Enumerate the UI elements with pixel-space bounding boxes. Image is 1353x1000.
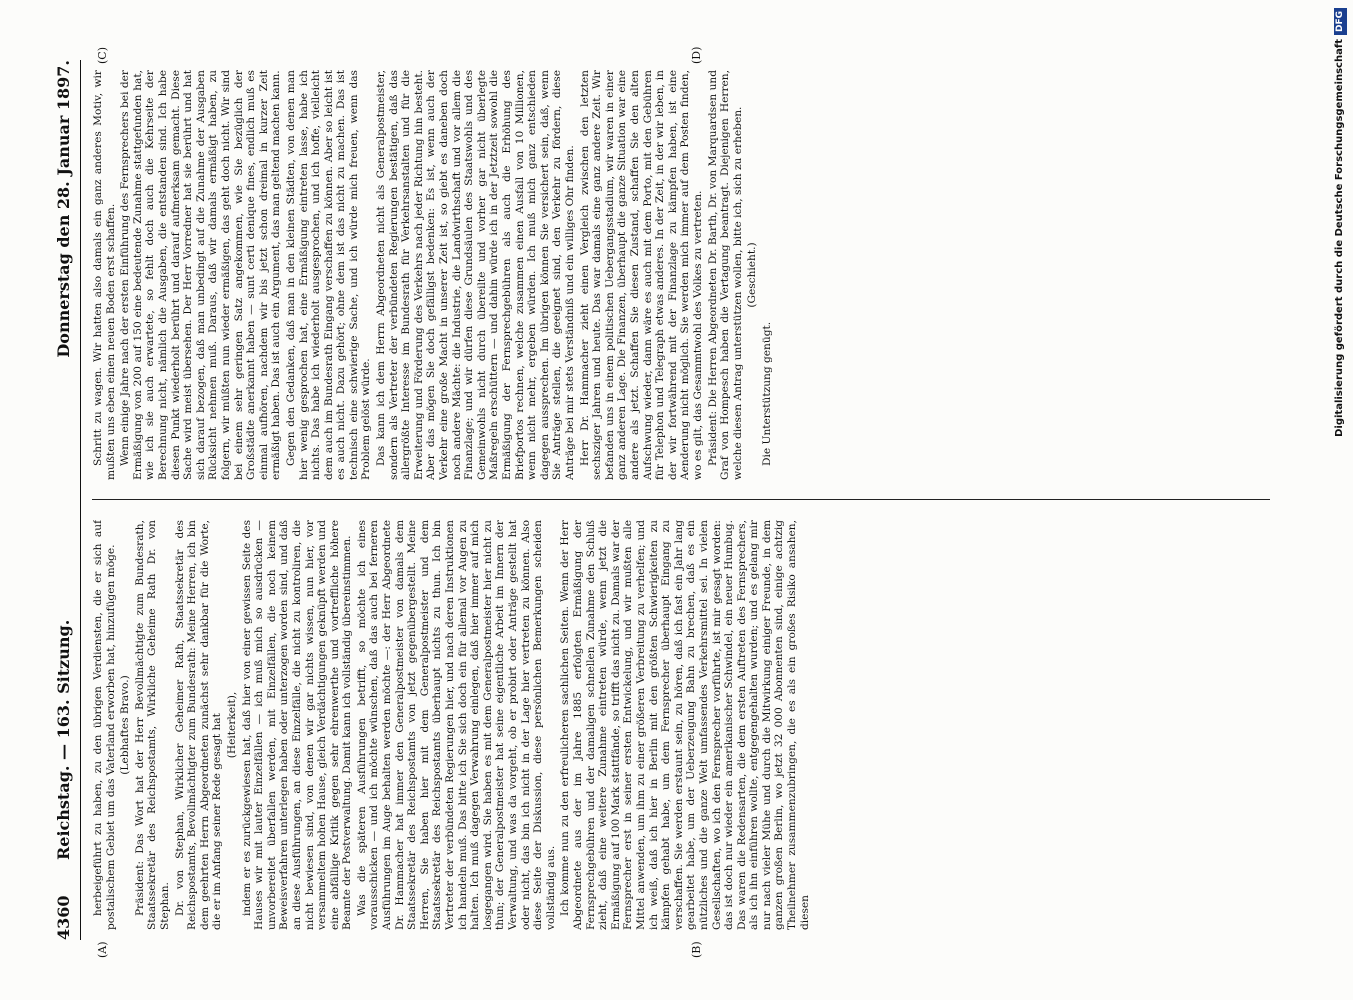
interjection: (Lebhaftes Bravo.)	[119, 675, 132, 775]
page-number: 4360	[54, 895, 73, 940]
paragraph: Dr. von Stephan, Wirklicher Geheimer Rath, Staatssekretär des Reichspostamts, Bevollmächtigter zum Bundesrath: Meine Herren, ich bin dem geehrten Herrn Abgeordneten zunächst sehr dankbar für die Worte, die er im Anfang seiner Rede gesagt hat	[173, 520, 224, 930]
paragraph: Das kann ich dem Herrn Abgeordneten nicht als Generalpostmeister, sondern als Vertreter der verbündeten Regierungen bestätigen, daß das allergrößte Interesse im Bundesrath für Verkehrsanstalten und für die Erweiterung und Förderung des Verkehrs nach jeder Richtung hin besteht. Aber das mögen Sie doch gefälligst bedenken: Es ist, wenn auch der Verkehr eine große Macht in unserer Zeit ist, so giebt es daneben doch noch andere Mächte: die Industrie, die Landwirthschaft und vor allem die Finanzlage; und wir dürfen diese Grundsäulen des Staatswohls und des Gemeinwohls nicht durch übereilte und vorher gar nicht überlegte Maßregeln erschüttern — und dahin würde ich in der Jetztzeit sowohl die Ermäßigung der Fernsprechgebühren als auch die Erhöhung des Briefportos rechnen, welche zusammen einen Ausfall von 10 Millionen, wenn nicht mehr, ergeben würden. Ich muß mich ganz entschieden dagegen aussprechen. Im übrigen können Sie versichert sein, daß, wenn Sie Anträge stellen, die geeignet sind, den Verkehr zu fördern, diese Anträge bei mir stets Verständniß und ein williges Ohr finden.	[375, 70, 576, 480]
right-column	[92, 70, 1270, 480]
margin-marker-c: (C)	[96, 47, 109, 64]
interjection: (Geschieht.)	[746, 242, 759, 308]
paragraph: Ich komme nun zu den erfreulicheren sachlichen Seiten. Wenn der Herr Abgeordnete aus der im Jahre 1885 erfolgten Ermäßigung der Fernsprechgebühren und der damaligen schnellen Zunahme den Schluß zieht, daß eine weitere Zunahme eintreten würde, wenn jetzt die Ermäßigung auf 100 Mark stattfände, so trifft das nicht zu. Damals war der Fernsprecher erst in seiner ersten Entwickelung, und wir mußten alle Mittel anwenden, um ihm zu einer größeren Verbreitung zu verhelfen; und ich weiß, daß ich hier in Berlin mit den größten Schwierigkeiten zu kämpfen gehabt habe, um dem Fernsprecher überhaupt Eingang zu verschaffen. Sie werden erstaunt sein, zu hören, daß ich fast ein Jahr lang gearbeitet habe, um der Ueberzeugung Bahn zu brechen, daß es ein nützliches und die ganze Welt umfassendes Verkehrsmittel sei. In vielen Gesellschaften, wo ich den Fernsprecher vorführte, ist mir gesagt worden: das ist doch nur wieder ein amerikanischer Schwindel, ein neuer Humbug. Das waren die Redensarten, die dem ersten Auftreten des Fernsprechers, als ich ihn einführen wollte, entgegengehalten wurden; und es gelang mir nur nach vieler Mühe und durch die Mitwirkung einiger Freunde, in dem ganzen großen Berlin, wo jetzt 32 000 Abonnenten sind, einige achtzig Theilnehmer zusammenzubringen, die es als ein großes Risiko ansahen, diesen	[559, 520, 811, 930]
page-header	[52, 60, 81, 940]
paragraph: Herr Dr. Hammacher zieht einen Vergleich zwischen den letzten sechsziger Jahren und heute. Das war damals eine ganz andere Zeit. Wir befanden uns in einem politischen Uebergangsstadium, wir waren in einer ganz anderen Lage. Die Finanzen, überhaupt die ganze Situation war eine andere als jetzt. Schaffen Sie diesen Zustand, schaffen Sie den alten Aufschwung wieder, dann wäre es auch mit dem Porto, mit den Gebühren für Telephon und Telegraph etwas anderes. In der Zeit, in der wir leben, in der wir fortwährend mit der Finanzlage zu kämpfen haben, ist eine Aenderung nicht möglich. Sie werden mich immer auf dem Posten finden, wo es gilt, das Gesammtwohl des Volkes zu vertreten.	[578, 70, 704, 480]
session-title: Reichstag. — 163. Sitzung.	[54, 619, 73, 860]
column-divider	[92, 499, 1270, 500]
paragraph: Schritt zu wagen. Wir hatten also damals ein ganz anderes Motiv, wir mußten uns eben einen neuen Boden erst schaffen.	[92, 70, 117, 480]
digitization-credit-text	[1331, 0, 1349, 1000]
paragraph: Wenn einige Jahre nach der ersten Einführung des Fernsprechers bei der Ermäßigung von 200 auf 150 eine bedeutende Zunahme stattgefunden hat, wie ich sie auch erwartete, so fehlt doch auch die Kehrseite der Berechnung nicht, nämlich die Ausgaben, die entstanden sind. Ich habe diesen Punkt wiederholt berührt und darauf aufmerksam gemacht. Diese Sache wird meist übersehen. Der Herr Vorredner hat sie berührt und hat sich darauf bezogen, daß man unbedingt auf die Zunahme der Ausgaben Rücksicht nehmen muß. Daraus, daß wir damals ermäßigt haben, zu folgern, wir müßten nun wieder ermäßigen, das geht doch nicht. Wir sind bei einem sehr geringen Satz angekommen, wie Sie bezüglich der Großstädte anerkannt haben — sunt certi denique fines, endlich muß es einmal aufhören, nachdem wir bis jetzt schon dreimal in kurzer Zeit ermäßigt haben. Das ist auch ein Argument, das man geltend machen kann.	[119, 70, 283, 480]
left-column	[92, 520, 1270, 930]
paragraph: Präsident: Das Wort hat der Herr Bevollmächtigte zum Bundesrath, Staatssekretär des Reichspostamts, Wirkliche Geheime Rath Dr. von Stephan.	[133, 520, 171, 930]
paragraph: Gegen den Gedanken, daß man in den kleinen Städten, von denen man hier wenig gesprochen hat, eine Ermäßigung eintreten lasse, habe ich nichts. Das habe ich wiederholt ausgesprochen, und ich hoffe, vielleicht dem auch im Bundesrath Eingang verschaffen zu können. Aber so leicht ist es auch nicht. Dazu gehört; ohne dem ist das nicht zu machen. Das ist technisch eine schwierige Sache, und ich würde mich freuen, wenn das Problem gelöst würde.	[284, 70, 373, 480]
paragraph: herbeigeführt zu haben, zu den übrigen Verdiensten, die er sich auf postalischem Gebiet um das Vaterland erworben hat, hinzufügen möge.	[92, 520, 117, 930]
paragraph: indem er es zurückgewiesen hat, daß hier von einer gewissen Seite des Hauses wir mit lauter Einzelfällen — ich muß mich so ausdrücken — unvorbereitet überfallen werden, mit Einzelfällen, die noch keinem Beweisverfahren unterlegen haben oder unterzogen worden sind, und daß an diese Ausführungen, an diese Einzelfälle, die nicht zu kontroliren, die nicht bewiesen sind, von denen wir gar nichts wissen, nun hier, vor versammeltem hohen Hause, gleich Verdächtigungen geknüpft werden und eine abfällige Kritik gegen sehr ehrenwerthe und vortreffliche höhere Beamte der Postverwaltung. Damit kann ich vollständig übereinstimmen.	[240, 520, 354, 930]
margin-marker-b: (B)	[690, 941, 703, 958]
digitization-credit	[1331, 0, 1349, 1000]
interjection: (Heiterkeit),	[225, 691, 238, 759]
margin-marker-a: (A)	[96, 941, 109, 958]
paragraph: Was die späteren Ausführungen betrifft, so möchte ich eines vorausschicken — und ich möchte wünschen, daß das auch bei ferneren Ausführungen im Auge behalten werden möchte —: der Herr Abgeordnete Dr. Hammacher hat immer den Generalpostmeister von damals dem Staatssekretär des Reichspostamts von jetzt gegenübergestellt. Meine Herren, Sie haben hier mit dem Generalpostmeister und dem Staatssekretär des Reichspostamts überhaupt nichts zu thun. Ich bin Vertreter der verbündeten Regierungen hier, und nach deren Instruktionen ich handeln muß. Das bitte ich Sie sich doch ein für allemal vor Augen zu halten. Ich muß dagegen Verwahrung einlegen, daß hier immer auf mich losgegangen wird. Sie haben es mit dem Generalpostmeister hier nicht zu thun; der Generalpostmeister hat seine eigentliche Arbeit im Innern der Verwaltung, und was da vorgeht, ob er probirt oder Anträge gestellt hat oder nicht, das bin ich nicht in der Lage hier vertreten zu können. Also diese Seite der Diskussion, diese persönlichen Bemerkungen scheiden vollständig aus.	[355, 520, 557, 930]
digitization-note: Digitalisierung gefördert durch die Deutsche Forschungsgemeinschaft	[1334, 39, 1345, 437]
paragraph: Die Unterstützung genügt.	[760, 321, 773, 466]
margin-marker-d: (D)	[690, 46, 703, 64]
session-date: Donnerstag den 28. Januar 1897.	[54, 60, 73, 358]
dfg-logo: DFG	[1334, 8, 1347, 35]
paragraph: Präsident: Die Herren Abgeordneten Dr. Barth, Dr. von Marquardsen und Graf von Hompesch haben die Vertagung beantragt. Diejenigen Herren, welche diesen Antrag unterstützen wollen, bitte ich, sich zu erheben.	[706, 70, 744, 480]
